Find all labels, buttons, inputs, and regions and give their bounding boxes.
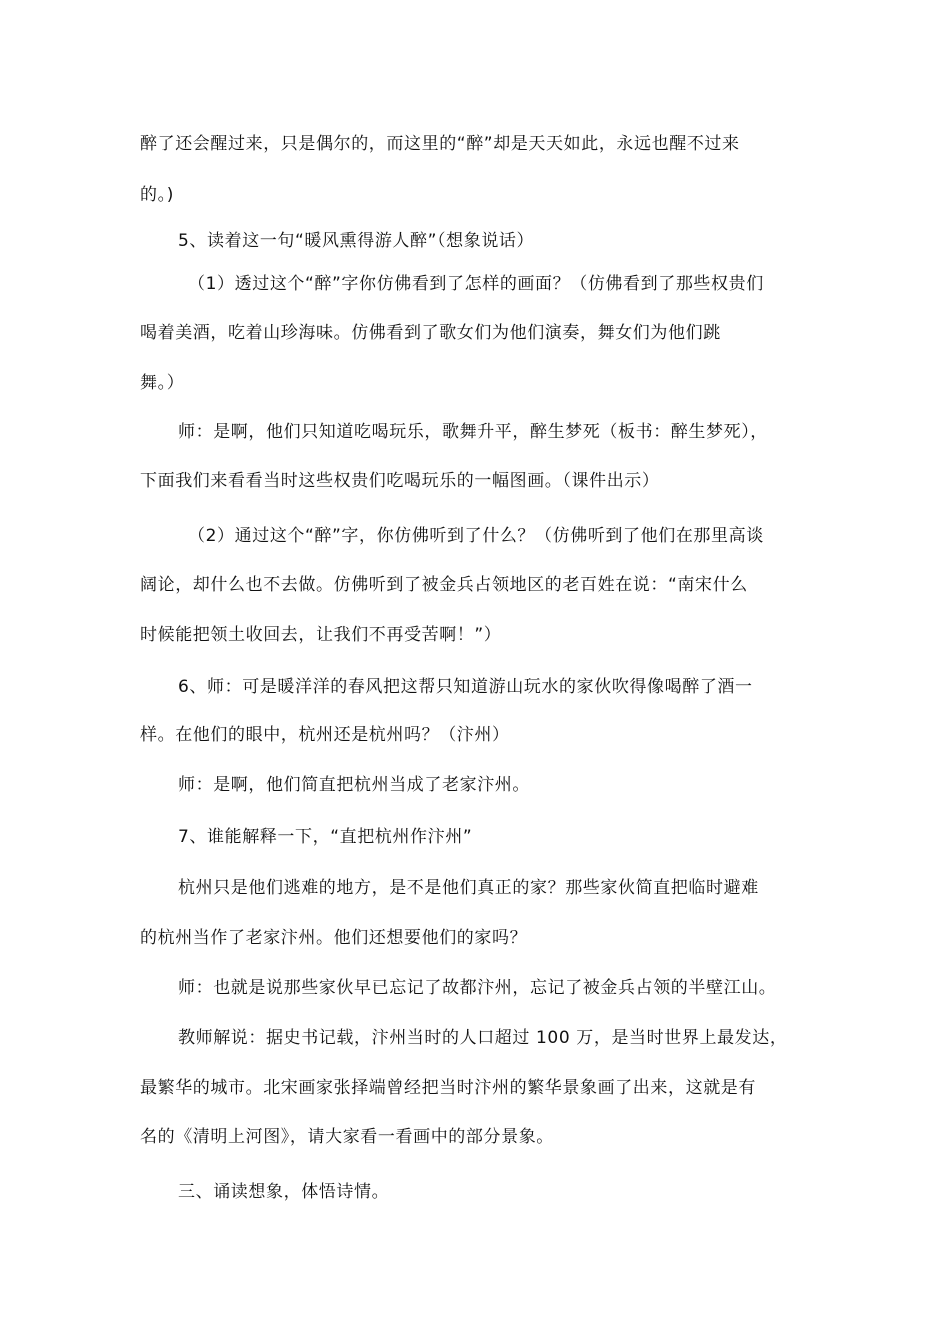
text-line: （1）透过这个“醉”字你仿佛看到了怎样的画面？（仿佛看到了那些权贵们 bbox=[188, 274, 764, 294]
text-line: 名的《清明上河图》，请大家看一看画中的部分景象。 bbox=[140, 1127, 554, 1147]
text-line: （2）通过这个“醉”字，你仿佛听到了什么？（仿佛听到了他们在那里高谈 bbox=[188, 526, 764, 546]
text-line: 师：也就是说那些家伙早已忘记了故都汴州，忘记了被金兵占领的半壁江山。 bbox=[178, 978, 777, 998]
text-line: 6、师：可是暖洋洋的春风把这帮只知道游山玩水的家伙吹得像喝醉了酒一 bbox=[178, 677, 753, 697]
text-line: 师：是啊，他们只知道吃喝玩乐，歌舞升平，醉生梦死（板书：醉生梦死）， bbox=[178, 422, 768, 442]
text-line: 时候能把领土收回去，让我们不再受苦啊！”） bbox=[140, 625, 502, 645]
text-line: 舞。） bbox=[140, 373, 185, 393]
text-line: 师：是啊，他们简直把杭州当成了老家汴州。 bbox=[178, 775, 530, 795]
text-line: 教师解说：据史书记载，汴州当时的人口超过 100 万，是当时世界上最发达， bbox=[178, 1028, 788, 1048]
section-heading: 三、诵读想象，体悟诗情。 bbox=[178, 1182, 390, 1202]
text-line: 样。在他们的眼中，杭州还是杭州吗？（汴州） bbox=[140, 725, 510, 745]
text-line: 最繁华的城市。北宋画家张择端曾经把当时汴州的繁华景象画了出来，这就是有 bbox=[140, 1078, 756, 1098]
text-line: 的杭州当作了老家汴州。他们还想要他们的家吗？ bbox=[140, 928, 528, 948]
text-line: 醉了还会醒过来，只是偶尔的，而这里的“醉”却是天天如此，永远也醒不过来 bbox=[140, 134, 740, 154]
text-line: 的。) bbox=[140, 185, 174, 205]
text-line: 5、读着这一句“暖风熏得游人醉”（想象说话） bbox=[178, 231, 535, 251]
text-line: 杭州只是他们逃难的地方，是不是他们真正的家？那些家伙简直把临时避难 bbox=[178, 878, 759, 898]
text-line: 下面我们来看看当时这些权贵们吃喝玩乐的一幅图画。（课件出示） bbox=[140, 471, 660, 491]
text-line: 7、谁能解释一下，“直把杭州作汴州” bbox=[178, 827, 473, 847]
text-line: 喝着美酒，吃着山珍海味。仿佛看到了歌女们为他们演奏，舞女们为他们跳 bbox=[140, 323, 721, 343]
text-line: 阔论，却什么也不去做。仿佛听到了被金兵占领地区的老百姓在说：“南宋什么 bbox=[140, 575, 748, 595]
